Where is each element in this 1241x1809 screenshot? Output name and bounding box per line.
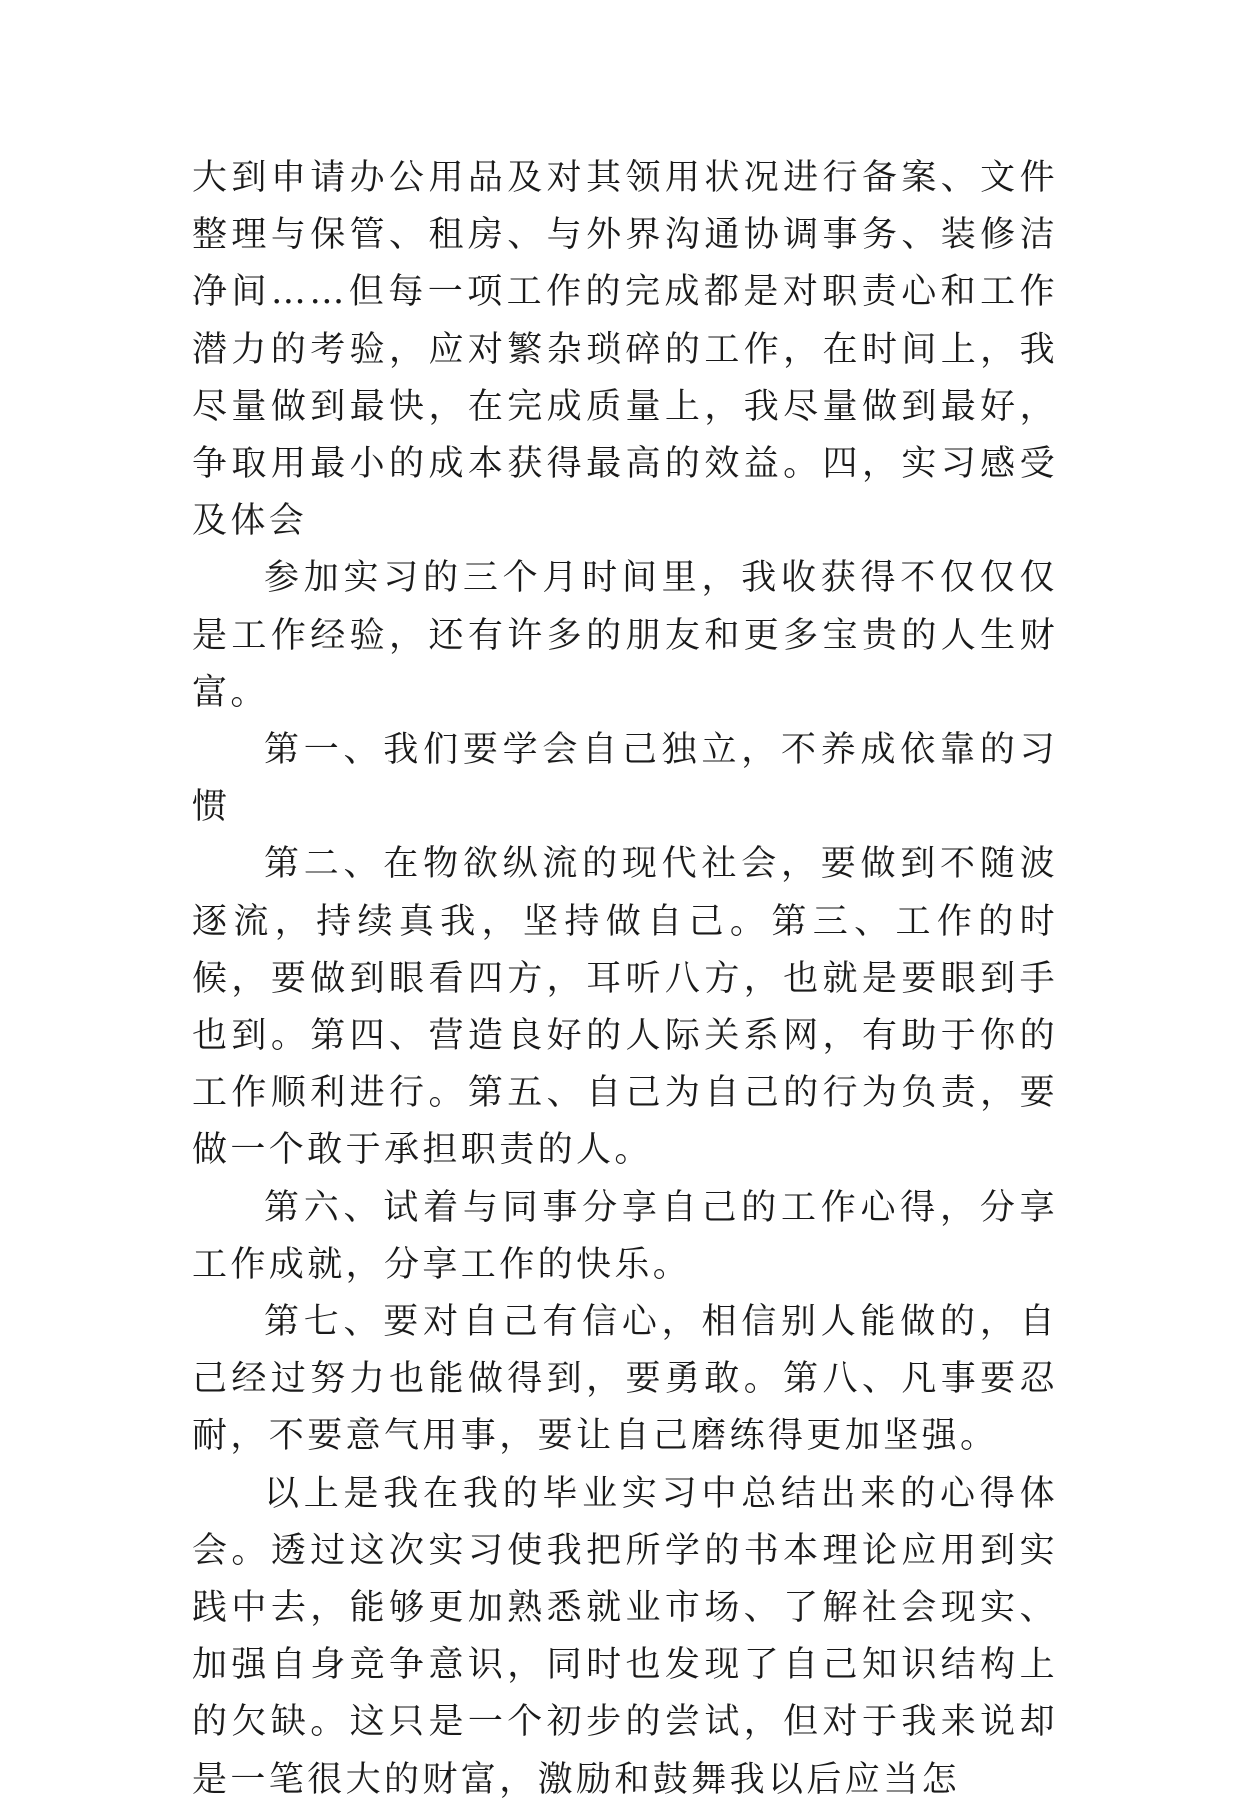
document-page — [192, 150, 1058, 1809]
paragraph-internship-gains: 参加实习的三个月时间里，我收获得不仅仅仅是工作经验，还有许多的朋友和更多宝贵的人生财富。 — [192, 558, 1058, 713]
paragraph-continued-office-work: 大到申请办公用品及对其领用状况进行备案、文件整理与保管、租房、与外界沟通协调事务、装修洁净间……但每一项工作的完成都是对职责心和工作潜力的考验，应对繁杂琐碎的工作，在时间上，我尽量做到最快，在完成质量上，我尽量做到最好，争取用最小的成本获得最高的效益。四，实习感受及体会 — [192, 158, 1058, 542]
paragraph-seventh-eighth-lessons: 第七、要对自己有信心，相信别人能做的，自己经过努力也能做得到，要勇敢。第八、凡事要忍耐，不要意气用事，要让自己磨练得更加坚强。 — [192, 1302, 1058, 1457]
paragraph-second-to-fifth-lessons: 第二、在物欲纵流的现代社会，要做到不随波逐流，持续真我，坚持做自己。第三、工作的时候，要做到眼看四方，耳听八方，也就是要眼到手也到。第四、营造良好的人际关系网，有助于你的工作顺利进行。第五、自己为自己的行为负责，要做一个敢于承担职责的人。 — [192, 844, 1058, 1171]
paragraph-sixth-lesson: 第六、试着与同事分享自己的工作心得，分享工作成就，分享工作的快乐。 — [192, 1187, 1058, 1285]
paragraph-first-lesson: 第一、我们要学会自己独立，不养成依靠的习惯 — [192, 730, 1058, 828]
paragraph-conclusion: 以上是我在我的毕业实习中总结出来的心得体会。透过这次实习使我把所学的书本理论应用到实践中去，能够更加熟悉就业市场、了解社会现实、加强自身竞争意识，同时也发现了自己知识结构上的欠缺。这只是一个初步的尝试，但对于我来说却是一笔很大的财富，激励和鼓舞我以后应当怎 — [192, 1473, 1058, 1800]
